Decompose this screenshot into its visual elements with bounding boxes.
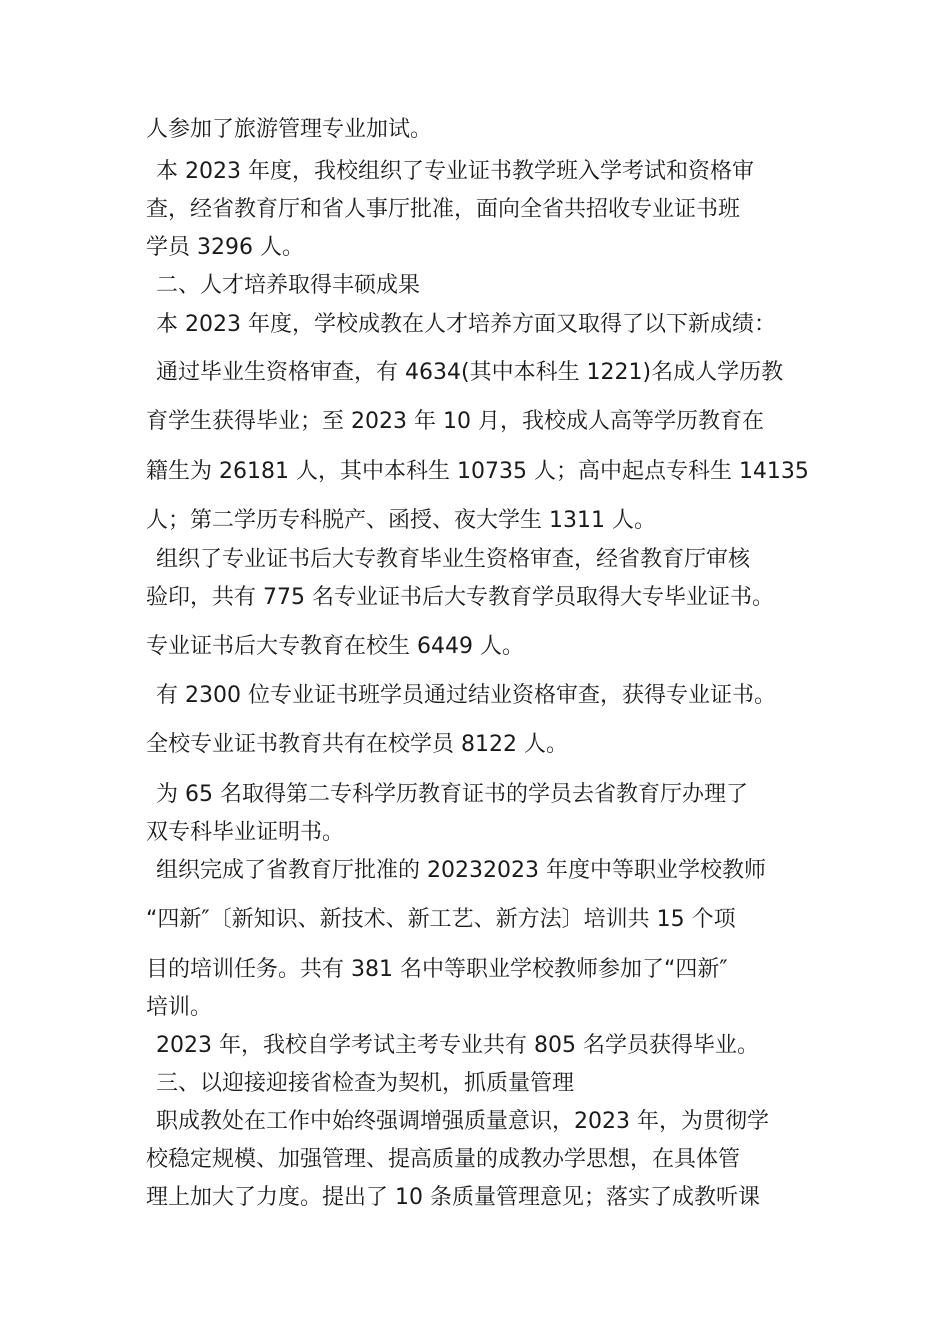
text-line: 本 2023 年度，学校成教在人才培养方面又取得了以下新成绩： — [156, 312, 776, 337]
text-line: 2023 年，我校自学考试主考专业共有 805 名学员获得毕业。 — [156, 1033, 759, 1058]
text-line: 人参加了旅游管理专业加试。 — [146, 117, 433, 142]
text-line: 查，经省教育厅和省人事厅批准，面向全省共招收专业证书班 — [146, 197, 741, 222]
text-line: “四新″〔新知识、新技术、新工艺、新方法〕培训共 15 个项 — [146, 907, 736, 932]
text-line: 人；第二学历专科脱产、函授、夜大学生 1311 人。 — [146, 508, 656, 533]
text-line: 为 65 名取得第二专科学历教育证书的学员去省教育厅办理了 — [156, 782, 748, 807]
text-line: 理上加大了力度。提出了 10 条质量管理意见；落实了成教听课 — [146, 1185, 760, 1210]
text-line: 组织了专业证书后大专教育毕业生资格审查，经省教育厅审核 — [156, 547, 751, 572]
section-heading: 二、人才培养取得丰硕成果 — [156, 273, 421, 298]
text-line: 培训。 — [146, 995, 213, 1020]
text-line: 学员 3296 人。 — [146, 235, 304, 260]
text-line: 校稳定规模、加强管理、提高质量的成教办学思想，在具体管 — [146, 1147, 741, 1172]
text-line: 通过毕业生资格审查，有 4634(其中本科生 1221)名成人学历教 — [156, 360, 784, 385]
text-line: 双专科毕业证明书。 — [146, 820, 345, 845]
text-line: 籍生为 26181 人，其中本科生 10735 人；高中起点专科生 14135 — [146, 459, 809, 484]
text-line: 目的培训任务。共有 381 名中等职业学校教师参加了“四新″ — [146, 957, 728, 982]
text-line: 专业证书后大专教育在校生 6449 人。 — [146, 634, 524, 659]
section-heading: 三、以迎接迎接省检查为契机，抓质量管理 — [156, 1071, 575, 1096]
text-line: 本 2023 年度，我校组织了专业证书教学班入学考试和资格审 — [156, 159, 754, 184]
text-line: 有 2300 位专业证书班学员通过结业资格审查，获得专业证书。 — [156, 683, 776, 708]
text-line: 全校专业证书教育共有在校学员 8122 人。 — [146, 732, 568, 757]
text-line: 验印，共有 775 名专业证书后大专教育学员取得大专毕业证书。 — [146, 585, 774, 610]
text-line: 组织完成了省教育厅批准的 20232023 年度中等职业学校教师 — [156, 858, 766, 883]
text-line: 职成教处在工作中始终强调增强质量意识，2023 年，为贯彻学 — [156, 1109, 769, 1134]
text-line: 育学生获得毕业；至 2023 年 10 月，我校成人高等学历教育在 — [146, 409, 764, 434]
